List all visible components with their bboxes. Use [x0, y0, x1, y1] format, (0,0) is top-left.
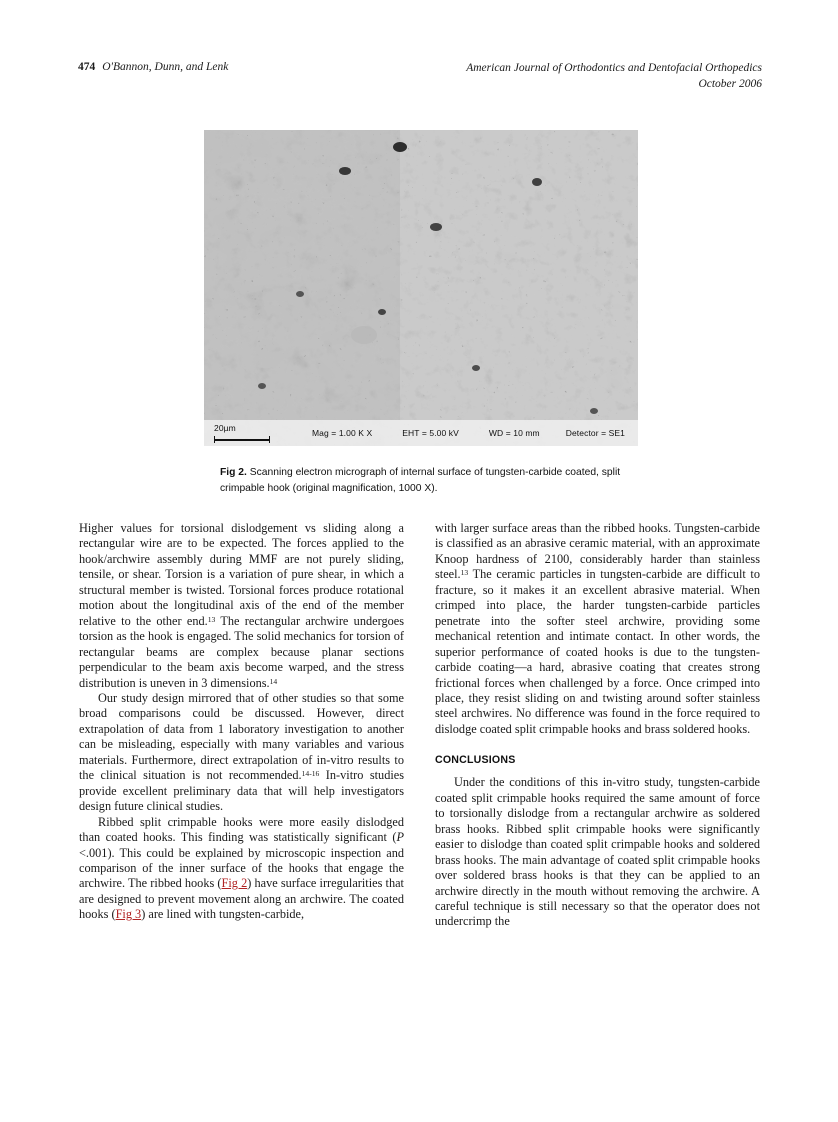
paragraph-text: Our study design mirrored that of other studies so that some broad comparisons could be discussed. However, direct extrapolation of data from 1 laboratory investigation to another can be misleading, especially with many variables and various materials. Furthermore, direct extrapolation of in-vitro results to the clinical situation is not recommended.: [79, 690, 404, 783]
right-column: [435, 521, 760, 930]
sem-magnification: Mag = 1.00 K X: [312, 428, 373, 438]
scale-bar-rule-icon: [214, 436, 270, 443]
citation-14: 14: [269, 676, 278, 686]
running-head-right: [466, 60, 762, 92]
scale-bar-label: 20µm: [214, 423, 236, 433]
citation-13: 13: [207, 614, 216, 624]
figure-2-block: [204, 130, 638, 496]
paragraph-text: In-vitro studies provide excellent preliminary data that will help investigators design future clinical studies.: [79, 768, 405, 814]
paragraph-text: The ceramic particles in tungsten-carbide are difficult to fracture, so it makes it an excellent abrasive material. When crimped into place, the harder tungsten-carbide particles penetrate into the softer steel archwire, providing some mechanical retention and intimate contact. In other words, the superior performance of coated hooks is due to the tungsten-carbide coating—a hard, abrasive coating that creates strong frictional forces when challenged by a force. Once crimped into place, they resist sliding on and twisting around softer stainless steel archwires. No difference was found in the force required to dislodge coated split crimpable hooks and brass soldered hooks.: [435, 567, 760, 736]
paragraph-conclusions: Under the conditions of this in-vitro study, tungsten-carbide coated split crimpable hooks required the same amount of force to torsionally dislodge from a rectangular archwire as soldered brass hooks. Ribbed split crimpable hooks were significantly easier to dislodge than coated split crimpable hooks and soldered brass hooks. The main advantage of coated split crimpable hooks over soldered brass hooks is that they can be applied to an archwire directly in the mouth without removing the archwire. A careful technique is still necessary so that the operator does not undercrimp the: [435, 775, 760, 929]
citation-13: 13: [460, 568, 469, 578]
sem-info-bar: [204, 420, 638, 446]
figure-2-caption: [220, 465, 638, 496]
issue-date: October 2006: [698, 78, 762, 90]
paragraph-text: <.001). This could be explained by microscopic inspection and comparison of the inner surface of the hooks that engage the archwire. The ribbed hooks (: [79, 845, 404, 891]
paragraph-text: The rectangular archwire undergoes torsion as the hook is engaged. The solid mechanics for torsion of rectangular beams are complex because planar sections perpendicular to the beam axis become warped, and the stress distribution is uneven in 3 dimensions.: [79, 613, 404, 690]
body-columns: [79, 521, 760, 930]
p-value-symbol: P: [396, 830, 404, 845]
paragraph-text: ) are lined with tungsten-carbide,: [141, 907, 305, 922]
paragraph-tungsten-carbide: [435, 521, 760, 737]
paragraph-text: with larger surface areas than the ribbed hooks. Tungsten-carbide is classified as an abrasive ceramic material, with an approximate Knoop hardness of 2100, considerably harder than stainless steel.: [435, 521, 760, 582]
running-head: [78, 60, 762, 92]
journal-title: American Journal of Orthodontics and Dentofacial Orthopedics: [466, 62, 762, 74]
figure-caption-label: Fig 2.: [220, 467, 247, 478]
paragraph-text: Ribbed split crimpable hooks were more easily dislodged than coated hooks. This finding was statistically significant (: [79, 814, 404, 845]
figure-caption-text: Scanning electron micrograph of internal surface of tungsten-carbide coated, split crimpable hook (original magnification, 1000 X).: [220, 467, 621, 494]
section-heading-conclusions: CONCLUSIONS: [435, 754, 516, 767]
paragraph-text: ) have surface irregularities that are designed to prevent movement along an archwire. The coated hooks (: [79, 876, 404, 922]
citation-14-16: 14-16: [301, 769, 320, 779]
paragraph-study-design: [79, 691, 404, 815]
sem-micrograph: [204, 130, 638, 446]
paragraph-ribbed-hooks: [79, 815, 404, 923]
running-head-left: [78, 60, 228, 75]
sem-detector: Detector = SE1: [565, 428, 626, 438]
sem-working-distance: WD = 10 mm: [488, 428, 540, 438]
running-head-authors: O'Bannon, Dunn, and Lenk: [102, 61, 229, 73]
figure-2-link[interactable]: Fig 2: [221, 876, 248, 891]
left-column: [79, 521, 404, 930]
sem-eht: EHT = 5.00 kV: [402, 428, 459, 438]
paragraph-text: Higher values for torsional dislodgement vs sliding along a rectangular wire are to be expected. The forces applied to the hook/archwire assembly during MMF are not purely sliding, tensile, or shear. Torsion is a variation of pure shear, in which a structural member is twisted. Torsional forces produce rotational motion about the longitudinal axis of the end of the member relative to the other end.: [79, 521, 404, 628]
page-number: 474: [78, 61, 96, 73]
sem-micrograph-image: [204, 130, 638, 446]
paragraph-torsion: [79, 521, 404, 691]
scale-bar: [204, 420, 290, 446]
figure-3-link[interactable]: Fig 3: [115, 907, 142, 922]
